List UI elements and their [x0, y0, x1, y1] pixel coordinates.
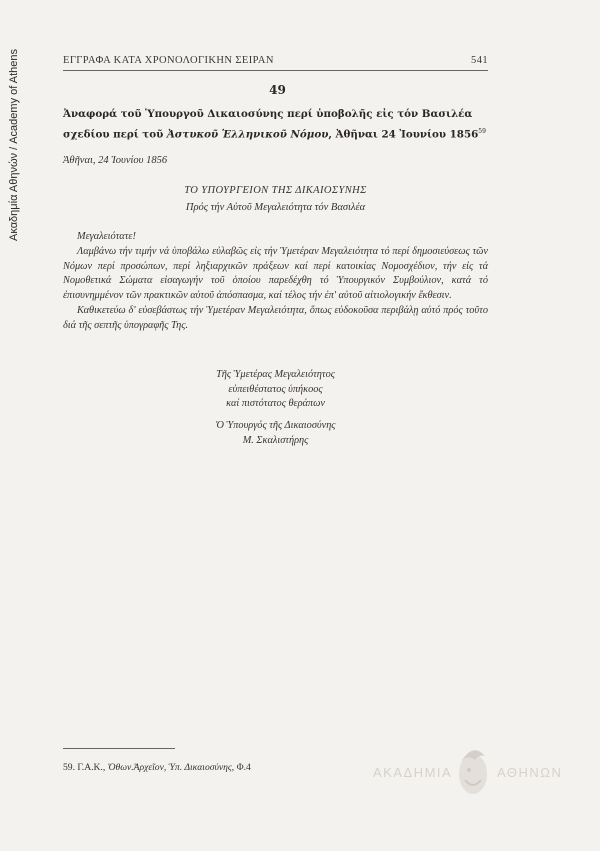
- place-date: Ἀθῆναι, 24 Ἰουνίου 1856: [63, 155, 168, 166]
- academy-logo-text-left: ΑΚΑΔΗΜΙΑ: [373, 765, 453, 780]
- header-rule: [63, 70, 488, 71]
- heading-line-2-start: σχεδίου περί τοῦ: [63, 128, 167, 141]
- athena-head-icon: [453, 740, 493, 804]
- document-heading: [63, 106, 488, 143]
- running-head-title: ΕΓΓΡΑΦΑ ΚΑΤΑ ΧΡΟΝΟΛΟΓΙΚΗΝ ΣΕΙΡΑΝ: [63, 55, 274, 66]
- academy-watermark-logo: [365, 740, 575, 810]
- running-head: [63, 55, 488, 66]
- paragraph-1: Λαμβάνω τήν τιμήν νά ὑποβάλω εὐλαβῶς εἰς τήν Ὑμετέραν Μεγαλειότητα τό περί δημοσιεύσεως τῶν Νόμων περί προσώπων, περί ληξιαρχικῶν πράξεων καί περί κατοικίας Νομοσχέδιον, τήν εἰς τά Νομοθετικά Σώματα εἰσαγωγήν τοῦ ὁποίου παρεδέχθη τό Ὑπουργικόν Συμβούλιον, κατά τό ἐπισυνημμένον τῶν πρακτικῶν αὐτοῦ ἀπόσπασμα, καί τέλος τήν ἐπ' αὐτοῦ αἰτιολογικήν ἔκθεσιν.: [63, 245, 488, 302]
- footnote-collection: Ὀθων.Ἀρχεῖον, Ὑπ. Δικαιοσύνης: [107, 762, 232, 773]
- closing-line-3: καί πιστότατος θεράπων: [226, 398, 325, 409]
- ministry-title: ΤΟ ΥΠΟΥΡΓΕΙΟΝ ΤΗΣ ΔΙΚΑΙΟΣΥΝΗΣ: [184, 185, 367, 196]
- signatory-name: Μ. Σκαλιστήρης: [242, 434, 309, 446]
- signature-block: [63, 419, 488, 448]
- document-number: 49: [269, 83, 286, 97]
- closing-line-1: Τῆς Ὑμετέρας Μεγαλειότητος: [216, 369, 335, 380]
- side-watermark-text: Ακαδημία Αθηνών / Academy of Athens: [8, 48, 21, 242]
- footnote-reference: 59: [478, 128, 486, 135]
- footnote-file: , Φ.4: [231, 762, 251, 773]
- academy-logo-text-right: ΑΘΗΝΩΝ: [497, 765, 563, 780]
- heading-line-2-end: , Ἀθῆναι 24 Ἰουνίου 1856: [328, 128, 479, 141]
- heading-line-2: [63, 123, 488, 143]
- footnote: [63, 762, 363, 773]
- addressee: Πρός τήν Αὐτοῦ Μεγαλειότητα τόν Βασιλέα: [185, 202, 366, 213]
- heading-law-title: Ἀστυκοῦ Ἑλληνικοῦ Νόμου: [166, 128, 329, 141]
- side-watermark: [4, 40, 24, 250]
- closing-formula: [63, 368, 488, 412]
- signatory-title: Ὁ Ὑπουργός τῆς Δικαιοσύνης: [215, 420, 336, 431]
- footnote-rule: [63, 748, 175, 749]
- salutation: Μεγαλειότατε!: [77, 231, 136, 242]
- paragraph-2: Καθικετεύω δ' εὐσεβάστως τήν Ὑμετέραν Μεγαλειότητα, ὅπως εὐδοκοῦσα περιβάλῃ αὐτό πρός τοῦτο διά τῆς σεπτῆς ὑπογραφῆς Της.: [63, 304, 488, 331]
- page-number: 541: [471, 55, 488, 66]
- footnote-number: 59.: [63, 762, 75, 773]
- footnote-archive: Γ.Α.Κ.,: [77, 762, 108, 773]
- letter-body: [63, 230, 488, 334]
- heading-line-1: Ἀναφορά τοῦ Ὑπουργοῦ Δικαιοσύνης περί ὑποβολῆς εἰς τόν Βασιλέα: [63, 108, 473, 120]
- closing-line-2: εὐπειθέστατος ὑπήκοος: [228, 383, 323, 395]
